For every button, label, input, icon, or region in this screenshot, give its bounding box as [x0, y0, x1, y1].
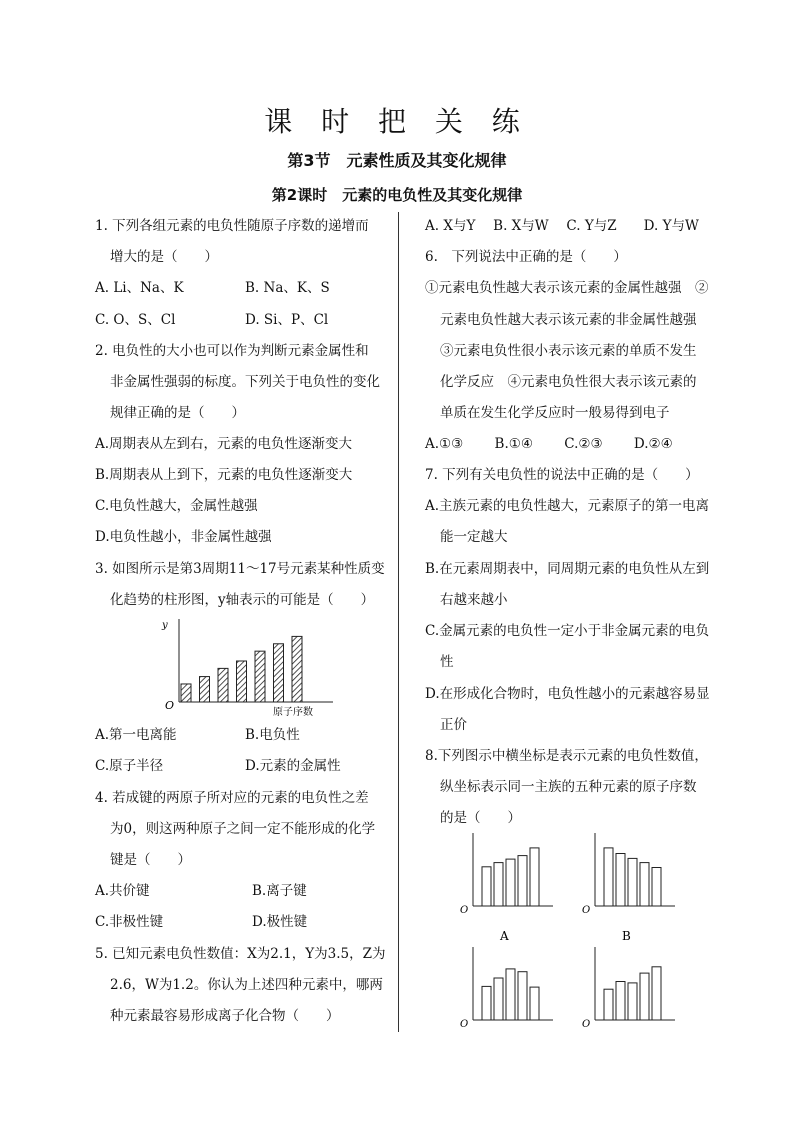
q7-option-d: D.在形成化合物时，电负性越小的元素越容易显 — [425, 686, 710, 702]
q2-stem-cont2: 规律正确的是（ ） — [110, 405, 245, 421]
q4-option-b: B.离子键 — [252, 883, 307, 899]
q4-option-a: A.共价键 — [95, 883, 150, 899]
q8-bar — [530, 848, 539, 906]
q8-figures — [455, 830, 685, 1030]
q3-option-a: A.第一电离能 — [95, 727, 177, 743]
q8-stem-cont: 纵坐标表示同一主族的五种元素的原子序数 — [440, 779, 697, 795]
q8-bar — [604, 989, 613, 1020]
q1-option-d: D. Si、P、Cl — [245, 312, 329, 328]
q3-bar-3 — [218, 668, 228, 702]
q5-stem-cont: 2.6，W为1.2。你认为上述四种元素中，哪两 — [110, 977, 383, 993]
q8-bar — [628, 858, 637, 906]
q8-chart-label: B — [622, 929, 631, 943]
q5-stem: 5. 已知元素电负性数值：X为2.1，Y为3.5，Z为 — [95, 946, 386, 962]
q7-option-b-cont: 右越来越小 — [440, 592, 508, 608]
q8-chart-3 — [460, 947, 553, 1030]
q3-bar-2 — [200, 677, 210, 702]
q4-stem-cont: 为0，则这两种原子之间一定不能形成的化学 — [110, 821, 376, 837]
q6-statement-3: ③元素电负性很小表示该元素的单质不发生 — [440, 343, 697, 359]
q7-option-c-cont: 性 — [440, 654, 454, 670]
q8-chart-4 — [582, 947, 675, 1030]
q3-option-c: C.原子半径 — [95, 758, 164, 774]
q8-bar — [640, 863, 649, 906]
q8-bar — [616, 982, 625, 1021]
q4-option-d: D.极性键 — [252, 914, 308, 930]
q3-option-d: D.元素的金属性 — [245, 758, 341, 774]
q7-option-a-cont: 能一定越大 — [440, 529, 508, 545]
q8-origin: O — [582, 905, 591, 916]
q8-bar — [506, 859, 515, 906]
q2-stem-cont: 非金属性强弱的标度。下列关于电负性的变化 — [110, 374, 380, 390]
q5-options: A. X与Y B. X与W C. Y与Z D. Y与W — [425, 218, 699, 234]
q1-stem: 1. 下列各组元素的电负性随原子序数的递增而 — [95, 218, 369, 234]
q1-option-c: C. O、S、Cl — [95, 312, 176, 328]
q8-bar — [616, 854, 625, 907]
q2-stem: 2. 电负性的大小也可以作为判断元素金属性和 — [95, 343, 369, 359]
q5-stem-cont2: 种元素最容易形成离子化合物（ ） — [110, 1008, 340, 1024]
q3-origin: O — [165, 699, 175, 712]
q2-option-a: A.周期表从左到右，元素的电负性逐渐变大 — [95, 436, 353, 452]
q6-statement-1: ①元素电负性越大表示该元素的金属性越强 ② — [425, 280, 709, 296]
q7-option-b: B.在元素周期表中，同周期元素的电负性从左到 — [425, 561, 710, 577]
q8-bar — [640, 973, 649, 1020]
q8-bar — [628, 983, 637, 1020]
q8-bar — [482, 986, 491, 1020]
q3-bar-4 — [237, 661, 247, 702]
q3-bar-1 — [181, 684, 191, 702]
q2-option-c: C.电负性越大，金属性越强 — [95, 498, 258, 514]
q8-origin: O — [460, 905, 469, 916]
q4-stem-cont2: 键是（ ） — [110, 852, 191, 868]
q3-bar-7 — [292, 636, 302, 702]
q8-bar — [482, 867, 491, 906]
q4-option-c: C.非极性键 — [95, 914, 164, 930]
q8-bar — [652, 967, 661, 1020]
q1-option-b: B. Na、K、S — [245, 280, 330, 296]
q3-option-b: B.电负性 — [245, 727, 300, 743]
q3-bar-6 — [274, 644, 284, 702]
q6-statement-4: 化学反应 ④元素电负性很大表示该元素的 — [440, 374, 697, 390]
q1-option-a: A. Li、Na、K — [95, 280, 184, 296]
q8-bar — [518, 856, 527, 906]
q3-stem-cont: 化趋势的柱形图，y轴表示的可能是（ ） — [110, 592, 375, 608]
page-title: 课 时 把 关 练 — [264, 105, 530, 138]
q3-y-label: y — [162, 620, 168, 631]
q3-bar-5 — [255, 651, 265, 702]
q8-bar — [604, 848, 613, 906]
q6-statement-5: 单质在发生化学反应时一般易得到电子 — [440, 405, 670, 421]
q3-bar-chart — [155, 614, 345, 720]
q3-x-label: 原子序数 — [273, 707, 313, 718]
q6-options: A.①③ B.①④ C.②③ D.②④ — [425, 436, 673, 452]
q8-bar — [518, 972, 527, 1020]
section-title: 第3节 元素性质及其变化规律 — [287, 151, 507, 170]
q3-stem: 3. 如图所示是第3周期11～17号元素某种性质变 — [95, 561, 385, 577]
q7-option-a: A.主族元素的电负性越大，元素原子的第一电离 — [425, 498, 710, 514]
q8-chart-1 — [460, 833, 553, 943]
q8-bar — [494, 863, 503, 906]
q8-chart-label: A — [500, 929, 509, 943]
q6-statement-2: 元素电负性越大表示该元素的非金属性越强 — [440, 312, 697, 328]
q7-option-d-cont: 正价 — [440, 717, 467, 733]
q8-origin: O — [460, 1019, 469, 1030]
q4-stem: 4. 若成键的两原子所对应的元素的电负性之差 — [95, 790, 369, 806]
q7-stem: 7. 下列有关电负性的说法中正确的是（ ） — [425, 467, 699, 483]
q8-bar — [652, 868, 661, 907]
q8-stem: 8.下列图示中横坐标是表示元素的电负性数值， — [425, 748, 708, 764]
q7-option-c: C.金属元素的电负性一定小于非金属元素的电负 — [425, 623, 710, 639]
q2-option-b: B.周期表从上到下，元素的电负性逐渐变大 — [95, 467, 353, 483]
q8-origin: O — [582, 1019, 591, 1030]
lesson-title: 第2课时 元素的电负性及其变化规律 — [271, 186, 523, 204]
q1-stem-cont: 增大的是（ ） — [110, 249, 218, 265]
column-divider — [398, 212, 399, 1032]
q8-chart-2 — [582, 833, 675, 943]
q6-stem: 6. 下列说法中正确的是（ ） — [425, 249, 627, 265]
q2-option-d: D.电负性越小，非金属性越强 — [95, 529, 272, 545]
q8-bar — [494, 978, 503, 1020]
q8-stem-cont2: 的是（ ） — [440, 810, 521, 826]
q8-bar — [530, 987, 539, 1020]
q8-bar — [506, 969, 515, 1020]
